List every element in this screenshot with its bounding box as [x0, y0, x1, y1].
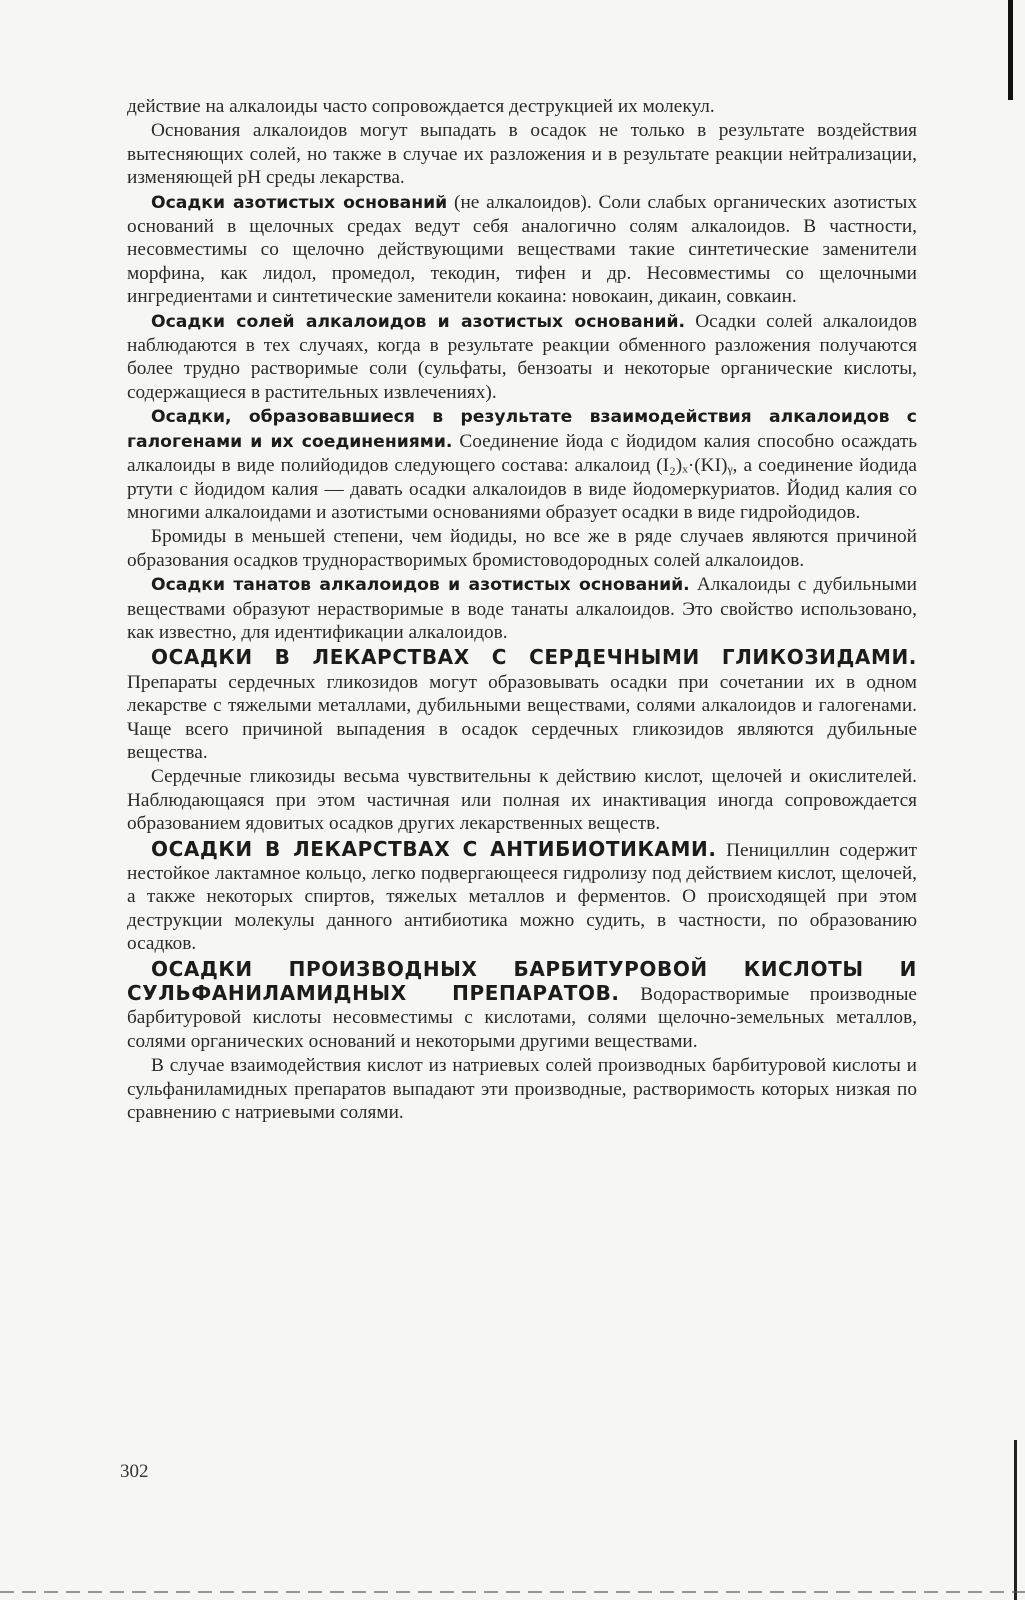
paragraph-tannates	[127, 573, 917, 644]
paragraph-text: Соединение йода с йодидом калия способно осаждать алкалоиды в виде полийодидов следующего состава: алкалоид (I₂)ₓ·(KI)ᵧ, а соединение йодида ртути с йодидом калия — давать осадки алкалоидов в виде йодомеркуриатов. Йодид калия со многими алкалоидами и азотистыми основаниями образует осадки в виде гидройодидов.	[127, 430, 918, 523]
section-heading: ОСАДКИ В ЛЕКАРСТВАХ С СЕРДЕЧНЫМИ ГЛИКОЗИДАМИ.	[151, 645, 917, 670]
paragraph-text: Препараты сердечных гликозидов могут образовывать осадки при сочетании их в одном лекарстве с тяжелыми металлами, дубильными веществами, солями алкалоидов и галогенами. Чаще всего причиной выпадения в осадок сердечных гликозидов являются дубильные вещества.	[127, 671, 917, 763]
section-barbiturates	[127, 958, 917, 1054]
scan-edge-shadow	[1008, 0, 1013, 100]
paragraph-text: Сердечные гликозиды весьма чувствительны к действию кислот, щелочей и окислителей. Наблюдающаяся при этом частичная или полная их инактивация иногда сопровождается образованием ядовитых осадков других лекарственных веществ.	[127, 766, 917, 835]
run-in-heading: Осадки танатов алкалоидов и азотистых оснований.	[151, 575, 690, 596]
paragraph-text: Бромиды в меньшей степени, чем йодиды, но все же в ряде случаев являются причиной образования осадков труднорастворимых бромистоводородных солей алкалоидов.	[127, 526, 917, 571]
paragraph-bromides	[127, 525, 917, 572]
paragraph-text: Водорастворимые производные барбитуровой кислоты несовместимы с кислотами, солями щелочно-земельных металлов, солями органических оснований и некоторыми другими веществами.	[127, 984, 917, 1052]
paragraph-text: В случае взаимодействия кислот из натриевых солей производных барбитуровой кислоты и сульфаниламидных препаратов выпадают эти производные, растворимость которых низкая по сравнению с натриевыми солями.	[127, 1055, 917, 1124]
run-in-heading: Осадки, образовавшиеся в результате взаимодействия алкалоидов с галогенами и их соединениями.	[127, 407, 917, 452]
run-in-heading: Осадки солей алкалоидов и азотистых оснований.	[151, 311, 686, 332]
paragraph-text: Основания алкалоидов могут выпадать в осадок не только в результате воздействия вытесняющих солей, но также в случае их разложения и в результате реакции нейтрализации, изменяющей pH среды лекарства.	[127, 120, 917, 189]
paragraph-barbiturates-acids	[127, 1054, 917, 1124]
page-number: 302	[120, 1461, 149, 1482]
page-text	[127, 95, 917, 1125]
paragraph-halogens	[127, 405, 917, 524]
paragraph-alkaloid-bases	[127, 119, 917, 189]
paragraph-text: Алкалоиды с дубильными веществами образуют нерастворимые в воде танаты алкалоидов. Это свойство использовано, как известно, для идентификации алкалоидов.	[127, 574, 918, 643]
paragraph-text: Осадки солей алкалоидов наблюдаются в тех случаях, когда в результате реакции обменного разложения получаются более трудно растворимые соли (сульфаты, бензоаты и некоторые органические кислоты, содержащиеся в растительных извлечениях).	[127, 310, 918, 403]
paragraph-text: действие на алкалоиды часто сопровождается деструкцией их молекул.	[127, 96, 715, 117]
scan-edge-line	[0, 1591, 1025, 1593]
paragraph-nitrogen-bases	[127, 191, 917, 309]
paragraph-continuation	[127, 95, 917, 118]
section-glycosides	[127, 646, 917, 764]
paragraph-glycosides-sensitivity	[127, 765, 917, 835]
paragraph-text: Пенициллин содержит нестойкое лактамное кольцо, легко подвергающееся гидролизу под действием кислот, щелочей, а также некоторых спиртов, тяжелых металлов и ферментов. О происходящей при этом деструкции молекулы данного антибиотика можно судить, в частности, по образованию осадков.	[127, 839, 917, 955]
paragraph-alkaloid-salts	[127, 310, 917, 405]
section-antibiotics	[127, 838, 917, 956]
run-in-heading: Осадки азотистых оснований	[151, 192, 448, 213]
scan-edge-shadow	[1014, 1440, 1017, 1600]
section-heading: ОСАДКИ ПРОИЗВОДНЫХ БАРБИТУРОВОЙ КИСЛОТЫ И СУЛЬФАНИЛАМИДНЫХ ПРЕПАРАТОВ.	[127, 956, 917, 1006]
paragraph-text: (не алкалоидов). Соли слабых органических азотистых оснований в щелочных средах ведут себя аналогично солям алкалоидов. В частности, несовместимы со щелочно действующими веществами такие синтетические заменители морфина, как лидол, промедол, текодин, тифен и др. Несовместимы со щелочными ингредиентами и синтетические заменители кокаина: новокаин, дикаин, совкаин.	[127, 191, 918, 308]
section-heading: ОСАДКИ В ЛЕКАРСТВАХ С АНТИБИОТИКАМИ.	[151, 836, 717, 861]
